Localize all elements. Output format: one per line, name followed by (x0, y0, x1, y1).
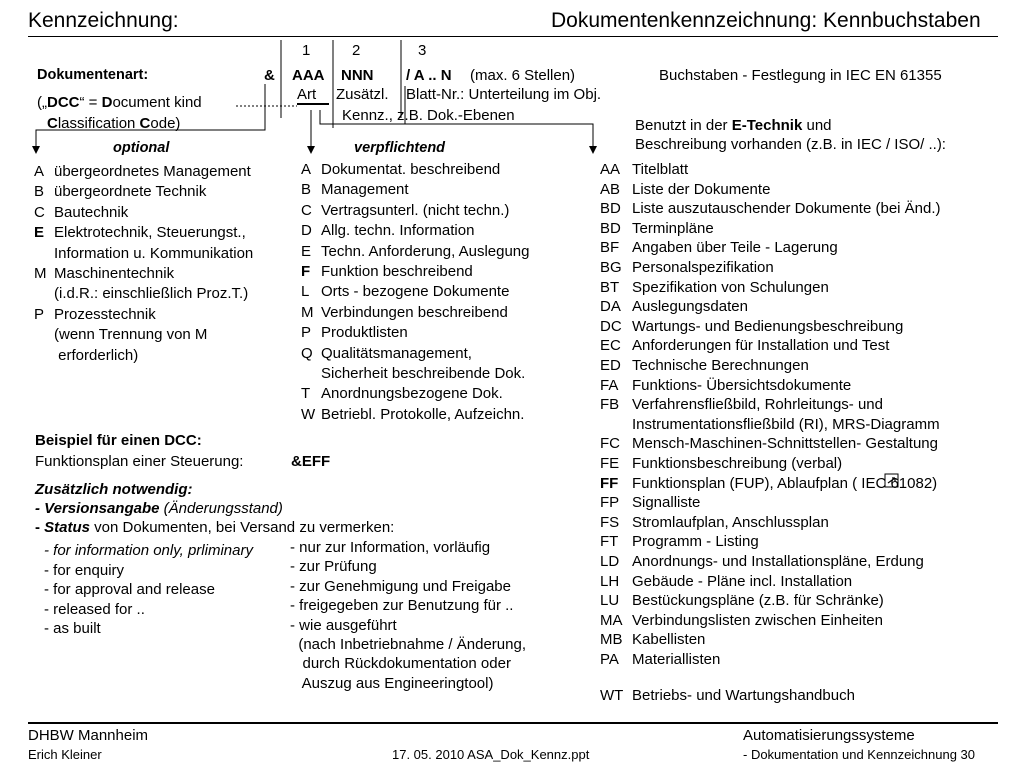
codes-list-key: FC (600, 435, 620, 453)
codes-list-key: FP (600, 494, 620, 512)
dcc-note-prefix: („ (37, 94, 47, 111)
codes-list-text: Funktionsbeschreibung (verbal) (632, 455, 843, 472)
codes-list-text: Liste auszutauschender Dokumente (bei Änd.) (632, 200, 941, 218)
optional-title: optional (113, 140, 170, 156)
optional-list-text: (i.d.R.: einschließlich Proz.T.) (54, 285, 249, 303)
optional-list-key: C (34, 203, 45, 221)
verpflichtend-list-key: E (301, 242, 312, 260)
codes-list-text: Funktions- Übersichtsdokumente (632, 376, 852, 394)
column-number-2: 2 (352, 42, 361, 59)
zusatz-status-bold: Status (44, 519, 91, 536)
optional-list-key: P (34, 305, 45, 323)
codes-list-key: DC (600, 317, 622, 335)
optional-list-text: erforderlich) (54, 346, 139, 364)
code-max-length: (max. 6 Stellen) (470, 67, 576, 84)
dcc-note-c2: C (139, 115, 151, 132)
codes-list-key: FB (600, 396, 620, 414)
optional-list-text: übergeordnete Technik (54, 183, 207, 201)
codes-list-key: PA (600, 651, 619, 668)
verpflichtend-list-text: Techn. Anforderung, Auslegung (321, 242, 530, 260)
codes-list-text: Technische Berechnungen (632, 357, 809, 374)
beispiel-value: &EFF (291, 453, 331, 470)
codes-list-text: Angaben über Teile - Lagerung (632, 239, 838, 257)
page-title-right: Dokumentenkennzeichnung: Kennbuchstaben (551, 9, 981, 32)
codes-list-text: Titelblatt (632, 161, 689, 178)
status-english-item: - for information only, prliminary (44, 542, 253, 559)
codes-list-text: Materiallisten (632, 651, 721, 668)
verpflichtend-list-text: Qualitätsmanagement, (321, 344, 472, 362)
codes-list-key: BF (600, 239, 620, 257)
verpflichtend-title: verpflichtend (354, 140, 446, 156)
codes-list-text: Spezifikation von Schulungen (632, 278, 829, 296)
verpflichtend-list-key: A (301, 161, 312, 178)
status-english-item: - for approval and release (44, 581, 215, 599)
optional-list-key: A (34, 163, 45, 180)
codes-list-text: Instrumentationsfließbild (RI), MRS-Diagramm (632, 415, 940, 433)
footer-chapter: - Dokumentation und Kennzeichnung 30 (743, 747, 975, 762)
verpflichtend-list-key: T (301, 385, 311, 403)
status-german-item: - zur Prüfung (290, 558, 377, 576)
dcc-note-ode: ode) (150, 115, 181, 132)
verpflichtend-list-key: W (301, 405, 316, 423)
verpflichtend-list-key: Q (301, 344, 313, 362)
code-slash-text: / A .. N (406, 67, 452, 84)
verpflichtend-list-text: Funktion beschreibend (321, 263, 473, 280)
status-german-item: (nach Inbetriebnahme / Änderung, (290, 636, 526, 653)
dcc-note-lassification: lassification (57, 115, 140, 132)
beispiel-label: Funktionsplan einer Steuerung: (35, 453, 244, 470)
codes-list-text: Personalspezifikation (632, 259, 774, 276)
kennz-label: Kennz., z.B. Dok.-Ebenen (342, 107, 515, 124)
codes-list-text: Gebäude - Pläne incl. Installation (632, 572, 853, 590)
verpflichtend-list-text: Produktlisten (321, 324, 408, 342)
codes-list-text: Signalliste (632, 494, 701, 512)
status-english-item: - as built (44, 620, 101, 638)
dokumentenart-label: Dokumentenart: (37, 67, 149, 83)
page-title-left: Kennzeichnung: (28, 9, 179, 32)
zusatz-label: Zusätzl. (336, 86, 389, 103)
etechnik-bold: E-Technik (731, 117, 803, 134)
dcc-note-d: D (101, 94, 113, 111)
optional-list-text: Bautechnik (54, 203, 129, 221)
zusatz-status-dash: - (35, 519, 45, 536)
etechnik-prefix: Benutzt in der (635, 117, 732, 134)
codes-list-key: AB (600, 180, 621, 198)
optional-list-key: E (34, 224, 45, 242)
verpflichtend-list-key: C (301, 201, 312, 219)
zusatz-version-bold: - Versionsangabe (35, 500, 160, 517)
codes-list-key: AA (600, 161, 621, 178)
status-english-item: - for enquiry (44, 561, 125, 579)
status-german-item: - zur Genehmigung und Freigabe (290, 577, 511, 595)
status-german-item: durch Rückdokumentation oder (290, 655, 511, 673)
code-text: Betriebs- und Wartungshandbuch (632, 687, 855, 704)
codes-list-key: DA (600, 298, 621, 316)
optional-list-text: Elektrotechnik, Steuerungst., (54, 224, 246, 242)
status-german-item: Auszug aus Engineeringtool) (290, 674, 494, 692)
codes-list-key: ED (600, 357, 621, 374)
optional-list-text: (wenn Trennung von M (54, 326, 208, 344)
footer-file: 17. 05. 2010 ASA_Dok_Kennz.ppt (392, 747, 590, 762)
verpflichtend-list-text: Allg. techn. Information (321, 222, 475, 240)
verpflichtend-list-text: Orts - bezogene Dokumente (321, 283, 510, 301)
code-key: WT (600, 687, 624, 704)
codes-list-text: Auslegungsdaten (632, 298, 748, 316)
codes-list-text: Anforderungen für Installation und Test (632, 337, 890, 355)
zusatz-version-rest: (Änderungsstand) (159, 500, 283, 517)
codes-list-key: BD (600, 219, 621, 237)
codes-list-key: MB (600, 631, 623, 649)
arrow-optional (36, 84, 265, 150)
codes-list-text: Kabellisten (632, 631, 706, 649)
codes-list-key: MA (600, 611, 623, 629)
dcc-note-eq: “ = (79, 94, 102, 111)
codes-list-text: Bestückungspläne (z.B. für Schränke) (632, 592, 884, 610)
zusatz-title: Zusätzlich notwendig: (35, 481, 193, 498)
footer-institution: DHBW Mannheim (28, 727, 149, 744)
status-german-item: - freigegeben zur Benutzung für .. (290, 597, 514, 615)
verpflichtend-list-key: L (301, 283, 310, 301)
zusatz-status-rest: von Dokumenten, bei Versand zu vermerken: (90, 519, 395, 536)
verpflichtend-list-key: M (301, 303, 314, 321)
codes-list-key: EC (600, 337, 621, 355)
codes-list-key: FA (600, 376, 619, 394)
column-number-1: 1 (302, 42, 311, 59)
art-label: Art (297, 86, 317, 103)
code-nnn: NNN (341, 67, 374, 84)
optional-list-text: Maschinentechnik (54, 265, 175, 282)
codes-list-key: BD (600, 200, 621, 218)
optional-list-text: übergeordnetes Management (54, 163, 251, 180)
codes-list-text: Wartungs- und Bedienungsbeschreibung (632, 317, 904, 335)
status-german-item: - wie ausgeführt (290, 616, 397, 634)
codes-list-text: Funktionsplan (FUP), Ablaufplan ( IEC 61082) (632, 474, 938, 492)
beispiel-title: Beispiel für einen DCC: (35, 432, 202, 449)
codes-list-text: Stromlaufplan, Anschlussplan (632, 513, 829, 531)
codes-list-key: FE (600, 455, 620, 472)
reference-arrow-icon (885, 474, 898, 487)
verpflichtend-list-key: F (301, 263, 311, 280)
footer-author: Erich Kleiner (28, 747, 102, 762)
verpflichtend-list-text: Anordnungsbezogene Dok. (321, 385, 503, 403)
codes-list-text: Terminpläne (632, 219, 714, 237)
codes-list-key: BG (600, 259, 622, 276)
codes-list-key: LD (600, 553, 620, 570)
codes-list-text: Programm - Listing (632, 533, 759, 551)
iec-note: Buchstaben - Festlegung in IEC EN 61355 (659, 67, 942, 84)
ampersand: & (264, 67, 275, 84)
code-aaa: AAA (292, 67, 325, 84)
column-number-3: 3 (418, 42, 427, 59)
codes-list-key: LH (600, 572, 620, 590)
verpflichtend-list-text: Sicherheit beschreibende Dok. (321, 365, 526, 382)
etechnik-suffix: und (802, 117, 832, 134)
verpflichtend-list-text: Vertragsunterl. (nicht techn.) (321, 201, 510, 219)
verpflichtend-list-text: Verbindungen beschreibend (321, 303, 508, 321)
arrow-codes (320, 107, 593, 150)
optional-list-text: Prozesstechnik (54, 305, 156, 323)
verpflichtend-list-text: Management (321, 181, 409, 199)
footer-course: Automatisierungssysteme (743, 727, 915, 744)
codes-list-text: Anordnungs- und Installationspläne, Erdung (632, 553, 924, 570)
etechnik-note-line2: Beschreibung vorhanden (z.B. in IEC / ISO/ ..): (635, 136, 946, 153)
dcc-note-document-kind: ocument kind (112, 94, 202, 111)
optional-list-key: B (34, 183, 45, 201)
dcc-note-c1: C (47, 115, 58, 132)
codes-list-text: Verfahrensfließbild, Rohrleitungs- und (632, 396, 883, 414)
verpflichtend-list-text: Dokumentat. beschreibend (321, 161, 501, 178)
codes-list-key: BT (600, 278, 620, 296)
optional-list-key: M (34, 265, 47, 282)
codes-list-text: Liste der Dokumente (632, 180, 771, 198)
verpflichtend-list-key: D (301, 222, 312, 240)
codes-list-text: Mensch-Maschinen-Schnittstellen- Gestaltung (632, 435, 938, 453)
verpflichtend-list-key: B (301, 181, 312, 199)
dcc-note-dcc: DCC (47, 94, 80, 111)
codes-list-key: LU (600, 592, 620, 610)
codes-list-key: FT (600, 533, 619, 551)
status-german-item: - nur zur Information, vorläufig (290, 539, 491, 556)
codes-list-key: FF (600, 474, 619, 492)
codes-list-text: Verbindungslisten zwischen Einheiten (632, 611, 883, 629)
verpflichtend-list-key: P (301, 324, 312, 342)
blatt-label: Blatt-Nr.: Unterteilung im Obj. (406, 86, 602, 103)
optional-list-text: Information u. Kommunikation (54, 244, 254, 262)
verpflichtend-list-text: Betriebl. Protokolle, Aufzeichn. (321, 405, 525, 423)
codes-list-key: FS (600, 513, 620, 531)
status-english-item: - released for .. (44, 600, 145, 618)
